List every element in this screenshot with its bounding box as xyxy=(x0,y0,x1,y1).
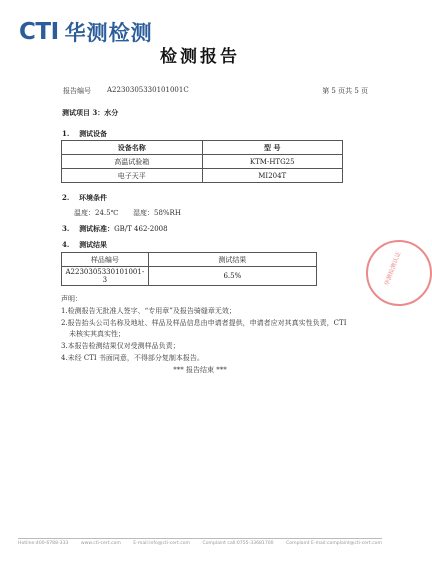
table-header-cell: 测试结果 xyxy=(148,253,316,267)
section-environment-heading: 2. 环境条件 xyxy=(62,193,108,202)
section-results-heading: 4. 测试结果 xyxy=(62,240,108,249)
temperature-value: 温度：24.5℃ xyxy=(74,209,119,217)
statement-item: 2.报告抬头公司名称及地址、样品及样品信息由申请者提供，申请者应对其真实性负责，CTI xyxy=(61,319,347,327)
table-cell: 6.5% xyxy=(148,267,316,286)
table-cell: KTM-HTG25 xyxy=(202,155,343,169)
table-header-cell: 设备名称 xyxy=(62,141,203,155)
footer xyxy=(18,541,382,546)
footer-divider xyxy=(18,538,382,539)
company-seal xyxy=(366,240,432,306)
results-table xyxy=(61,252,317,286)
logo-cti-text: CTI xyxy=(19,19,59,45)
table-row xyxy=(62,169,343,183)
section-standard-title: 测试标准： xyxy=(79,224,115,233)
section-environment-title: 环境条件 xyxy=(79,193,108,202)
table-row xyxy=(62,267,317,286)
standard-value: GB/T 462-2008 xyxy=(114,225,168,233)
footer-complaint-call: Complaint call:0755-33681700 xyxy=(202,541,274,546)
footer-email: E-mail:info@cti-cert.com xyxy=(133,541,191,546)
table-header-row xyxy=(62,253,317,267)
statement-title: 声明： xyxy=(61,295,82,303)
humidity-value: 湿度：58%RH xyxy=(133,209,181,217)
table-header-row xyxy=(62,141,343,155)
seal-text: 华测检测认证 xyxy=(383,250,403,287)
report-end-marker: *** 报告结束 *** xyxy=(173,366,227,374)
statement-item: 4.未经 CTI 书面同意，不得部分复制本报告。 xyxy=(61,354,204,362)
section-standard-heading: 3. 测试标准：GB/T 462-2008 xyxy=(62,224,168,233)
table-row xyxy=(62,155,343,169)
footer-complaint-email: Complaint E-mail:complaint@cti-cert.com xyxy=(286,541,382,546)
table-cell: MI204T xyxy=(202,169,343,183)
company-logo xyxy=(19,20,153,44)
footer-website: www.cti-cert.com xyxy=(80,541,121,546)
section-equipment-heading: 1. 测试设备 xyxy=(62,129,108,138)
document-title: 检测报告 xyxy=(160,47,240,67)
equipment-table xyxy=(61,140,343,183)
logo-chinese-text: 华测检测 xyxy=(64,21,153,45)
statement-item: 未核实其真实性； xyxy=(69,330,125,338)
table-header-cell: 样品编号 xyxy=(62,253,149,267)
footer-hotline: Hotline:400-6788-333 xyxy=(18,541,69,546)
table-cell: A2230305330101001-3 xyxy=(62,267,149,286)
page-indicator: 第 5 页共 5 页 xyxy=(322,87,368,95)
statement-item: 1.检测报告无批准人签字、“专用章”及报告骑缝章无效； xyxy=(61,307,236,315)
table-header-cell: 型 号 xyxy=(202,141,343,155)
table-cell: 高温试验箱 xyxy=(62,155,203,169)
report-number-label: 报告编号 xyxy=(63,87,91,95)
statement-item: 3.本报告检测结果仅对受测样品负责； xyxy=(61,342,180,350)
section-equipment-title: 测试设备 xyxy=(79,129,108,138)
table-cell: 电子天平 xyxy=(62,169,203,183)
section-results-title: 测试结果 xyxy=(79,240,108,249)
report-number-value: A2230305330101001C xyxy=(107,86,189,94)
test-item-heading: 测试项目 3：水分 xyxy=(62,108,119,117)
